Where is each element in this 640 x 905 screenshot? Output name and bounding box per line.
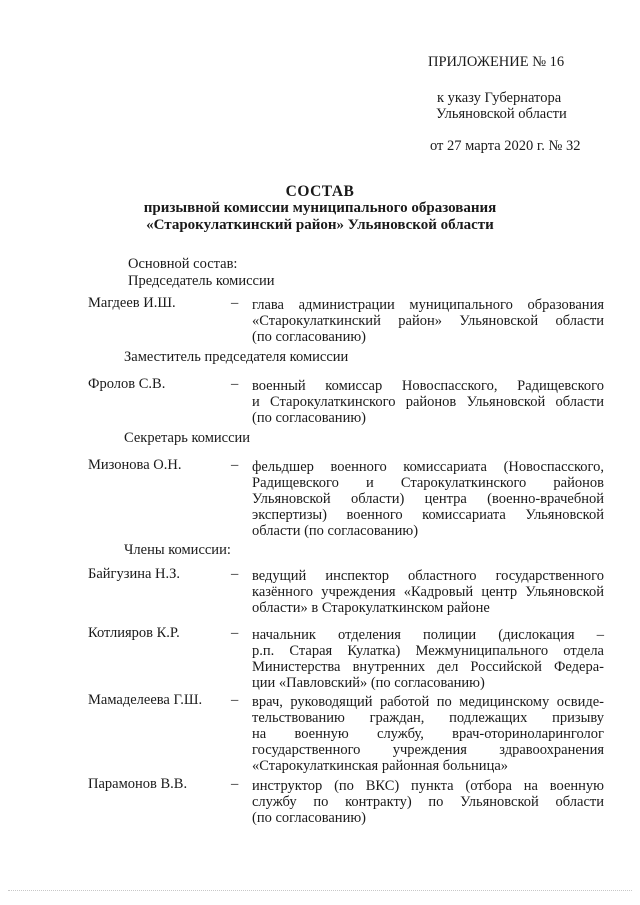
position-line: службу по контракту) по Ульяновской области bbox=[252, 794, 604, 810]
member-position bbox=[252, 568, 604, 616]
position-line: на военную службу, врач-оториноларинголог bbox=[252, 726, 604, 742]
position-line: области» в Старокулаткинском районе bbox=[252, 600, 490, 616]
position-line: Министерства внутренних дел Российской Федера- bbox=[252, 659, 604, 675]
position-line: начальник отделения полиции (дислокация – bbox=[252, 627, 604, 643]
position-line: (по согласованию) bbox=[252, 810, 366, 826]
position-line: врач, руководящий работой по медицинскому освиде- bbox=[252, 694, 604, 710]
member-position bbox=[252, 778, 604, 826]
member-name: Байгузина Н.З. bbox=[88, 566, 181, 582]
position-line: тельствованию граждан, подлежащих призыву bbox=[252, 710, 604, 726]
position-line: «Старокулаткинский район» Ульяновской области bbox=[252, 313, 604, 329]
member-position bbox=[252, 378, 604, 426]
position-line: (по согласованию) bbox=[252, 329, 366, 345]
member-name: Парамонов В.В. bbox=[88, 776, 188, 792]
section-members: Члены комиссии: bbox=[124, 542, 231, 558]
dash-separator: – bbox=[231, 295, 239, 311]
member-name: Котлияров К.Р. bbox=[88, 625, 180, 641]
position-line: ции «Павловский» (по согласованию) bbox=[252, 675, 485, 691]
scan-edge-artifact bbox=[8, 890, 632, 892]
position-line: казённого учреждения «Кадровый центр Ульяновской bbox=[252, 584, 604, 600]
position-line: области (по согласованию) bbox=[252, 523, 419, 539]
position-line: «Старокулаткинская районная больница» bbox=[252, 758, 509, 774]
member-name: Фролов С.В. bbox=[88, 376, 166, 392]
position-line: глава администрации муниципального образования bbox=[252, 297, 604, 313]
document-title: СОСТАВ bbox=[285, 183, 355, 200]
member-name: Мамаделеева Г.Ш. bbox=[88, 692, 203, 708]
document-subtitle-line2: «Старокулаткинский район» Ульяновской области bbox=[146, 217, 494, 233]
document-subtitle-line1: призывной комиссии муниципального образования bbox=[143, 200, 497, 216]
member-position bbox=[252, 297, 604, 345]
member-name: Мизонова О.Н. bbox=[88, 457, 182, 473]
member-position bbox=[252, 694, 604, 774]
section-chair: Председатель комиссии bbox=[128, 273, 275, 289]
position-line: экспертизы) военного комиссариата Ульяновской bbox=[252, 507, 604, 523]
section-secretary: Секретарь комиссии bbox=[124, 430, 251, 446]
position-line: фельдшер военного комиссариата (Новоспасского, bbox=[252, 459, 604, 475]
position-line: инструктор (по ВКС) пункта (отбора на военную bbox=[252, 778, 604, 794]
position-line: р.п. Старая Кулатка) Межмуниципального отдела bbox=[252, 643, 604, 659]
position-line: Радищевского и Старокулаткинского районов bbox=[252, 475, 604, 491]
position-line: и Старокулаткинского районов Ульяновской области bbox=[252, 394, 604, 410]
appendix-number: ПРИЛОЖЕНИЕ № 16 bbox=[428, 54, 565, 70]
decree-reference-line1: к указу Губернатора bbox=[437, 90, 562, 106]
position-line: Ульяновской области) центра (военно-врачебной bbox=[252, 491, 604, 507]
position-line: государственного учреждения здравоохранения bbox=[252, 742, 604, 758]
member-name: Магдеев И.Ш. bbox=[88, 295, 176, 311]
dash-separator: – bbox=[231, 457, 239, 473]
dash-separator: – bbox=[231, 776, 239, 792]
decree-reference-line2: Ульяновской области bbox=[436, 106, 567, 122]
section-deputy: Заместитель председателя комиссии bbox=[124, 349, 349, 365]
decree-date: от 27 марта 2020 г. № 32 bbox=[430, 138, 581, 154]
section-main-composition: Основной состав: bbox=[128, 256, 238, 272]
position-line: ведущий инспектор областного государственного bbox=[252, 568, 604, 584]
position-line: военный комиссар Новоспасского, Радищевского bbox=[252, 378, 604, 394]
member-position bbox=[252, 459, 604, 539]
dash-separator: – bbox=[231, 625, 239, 641]
position-line: (по согласованию) bbox=[252, 410, 366, 426]
dash-separator: – bbox=[231, 692, 239, 708]
dash-separator: – bbox=[231, 566, 239, 582]
member-position bbox=[252, 627, 604, 691]
dash-separator: – bbox=[231, 376, 239, 392]
